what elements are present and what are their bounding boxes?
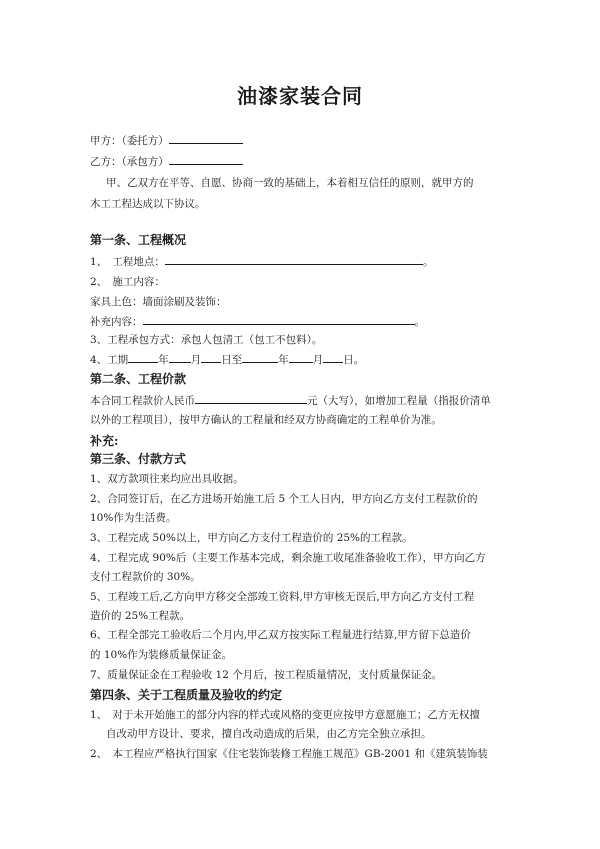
s1-supplement-end: 。 xyxy=(414,316,425,328)
end-day-blank xyxy=(323,352,343,363)
price-blank xyxy=(195,393,307,404)
s3-line: 3、工程完成 50%以上，甲方向乙方支付工程造价的 25%的工程款。 xyxy=(90,532,413,544)
s3-line: 支付工程款价的 30%。 xyxy=(90,571,201,583)
s1-furniture: 家具上色：墙面涂刷及装饰： xyxy=(90,296,227,308)
intro-line-1: 甲、乙双方在平等、自愿、协商一致的基础上，本着相互信任的原则，就甲方的 xyxy=(106,177,474,189)
supplement-label: 补充: xyxy=(90,434,119,448)
s3-line: 的 10%作为装修质量保证金。 xyxy=(90,649,233,661)
start-month-blank xyxy=(169,352,191,363)
end-month-unit: 月 xyxy=(312,354,324,366)
s1-item-1-end: 。 xyxy=(422,256,434,268)
start-month-unit: 月 xyxy=(190,354,202,366)
party-a-label: 甲方：（委托方） xyxy=(90,135,169,147)
s3-line: 10%作为生活费。 xyxy=(90,512,177,524)
s1-item-2: 2、 施工内容： xyxy=(90,276,165,288)
s1-supplement-label: 补充内容： xyxy=(90,316,143,328)
s3-line: 1、双方款项往来均应出具收据。 xyxy=(90,473,244,485)
party-b-blank xyxy=(169,154,243,165)
start-year-blank xyxy=(128,352,158,363)
end-year-unit: 年 xyxy=(278,354,289,366)
s1-item-3: 3、工程承包方式：承包人包清工（包工不包料）。 xyxy=(90,334,323,346)
end-month-blank xyxy=(289,352,313,363)
end-day-unit: 日。 xyxy=(343,354,365,366)
s3-line: 7、质量保证金在工程验收 12 个月后，按工程质量情况，支付质量保证金。 xyxy=(90,669,443,681)
start-day-blank xyxy=(201,352,221,363)
section-3-title: 第三条、付款方式 xyxy=(90,452,187,466)
party-a-line xyxy=(90,133,243,148)
s2-price-suffix: 元（大写），如增加工程量（指报价清单 xyxy=(307,395,491,407)
s2-line-2: 以外的工程项目），按甲方确认的工程量和经双方协商确定的工程单价为准。 xyxy=(90,414,442,426)
s2-line-1 xyxy=(90,393,491,408)
party-b-line xyxy=(90,154,243,169)
s1-item-4 xyxy=(90,352,364,367)
supplement-blank xyxy=(143,314,415,325)
s3-line: 造价的 25%工程款。 xyxy=(90,610,191,622)
s4-line: 1、 对于未开始施工的部分内容的样式或风格的变更应按甲方意愿施工；乙方无权擅 xyxy=(90,709,480,721)
s1-item-1-label: 1、 工程地点： xyxy=(90,256,165,268)
s3-line: 5、工程竣工后,乙方向甲方移交全部竣工资料,甲方审核无误后,甲方向乙方支付工程 xyxy=(90,591,475,603)
s4-line: 自改动甲方设计、要求，擅自改动造成的后果，由乙方完全独立承担。 xyxy=(106,728,432,740)
end-year-blank xyxy=(242,352,278,363)
party-b-label: 乙方：（承包方） xyxy=(90,156,169,168)
s3-line: 4、工程完成 90%后（主要工作基本完成，剩余施工收尾准备验收工作），甲方向乙方 xyxy=(90,552,486,564)
s3-line: 2、合同签订后，在乙方进场开始施工后 5 个工人日内，甲方向乙方支付工程款价的 xyxy=(90,493,478,505)
section-4-title: 第四条、关于工程质量及验收的约定 xyxy=(90,688,283,702)
s2-price-label: 本合同工程款价人民币 xyxy=(90,395,195,407)
s3-line: 6、工程全部完工验收后二个月内,甲乙双方按实际工程量进行结算,甲方留下总造价 xyxy=(90,629,471,641)
section-2-title: 第二条、工程价款 xyxy=(90,372,187,386)
document-title: 油漆家装合同 xyxy=(237,84,363,108)
s1-supplement xyxy=(90,314,425,329)
duration-label: 4、工期 xyxy=(90,354,129,366)
work-location-blank xyxy=(165,254,423,265)
start-year-unit: 年 xyxy=(158,354,169,366)
party-a-blank xyxy=(169,133,243,144)
start-day-unit: 日至 xyxy=(221,354,243,366)
intro-line-2: 木工工程达成以下协议。 xyxy=(90,198,206,210)
s4-line: 2、 本工程应严格执行国家《住宅装饰装修工程施工规范》GB-2001 和《建筑装饰装 xyxy=(90,748,488,760)
section-1-title: 第一条、工程概况 xyxy=(90,233,187,247)
s1-item-1 xyxy=(90,254,433,269)
